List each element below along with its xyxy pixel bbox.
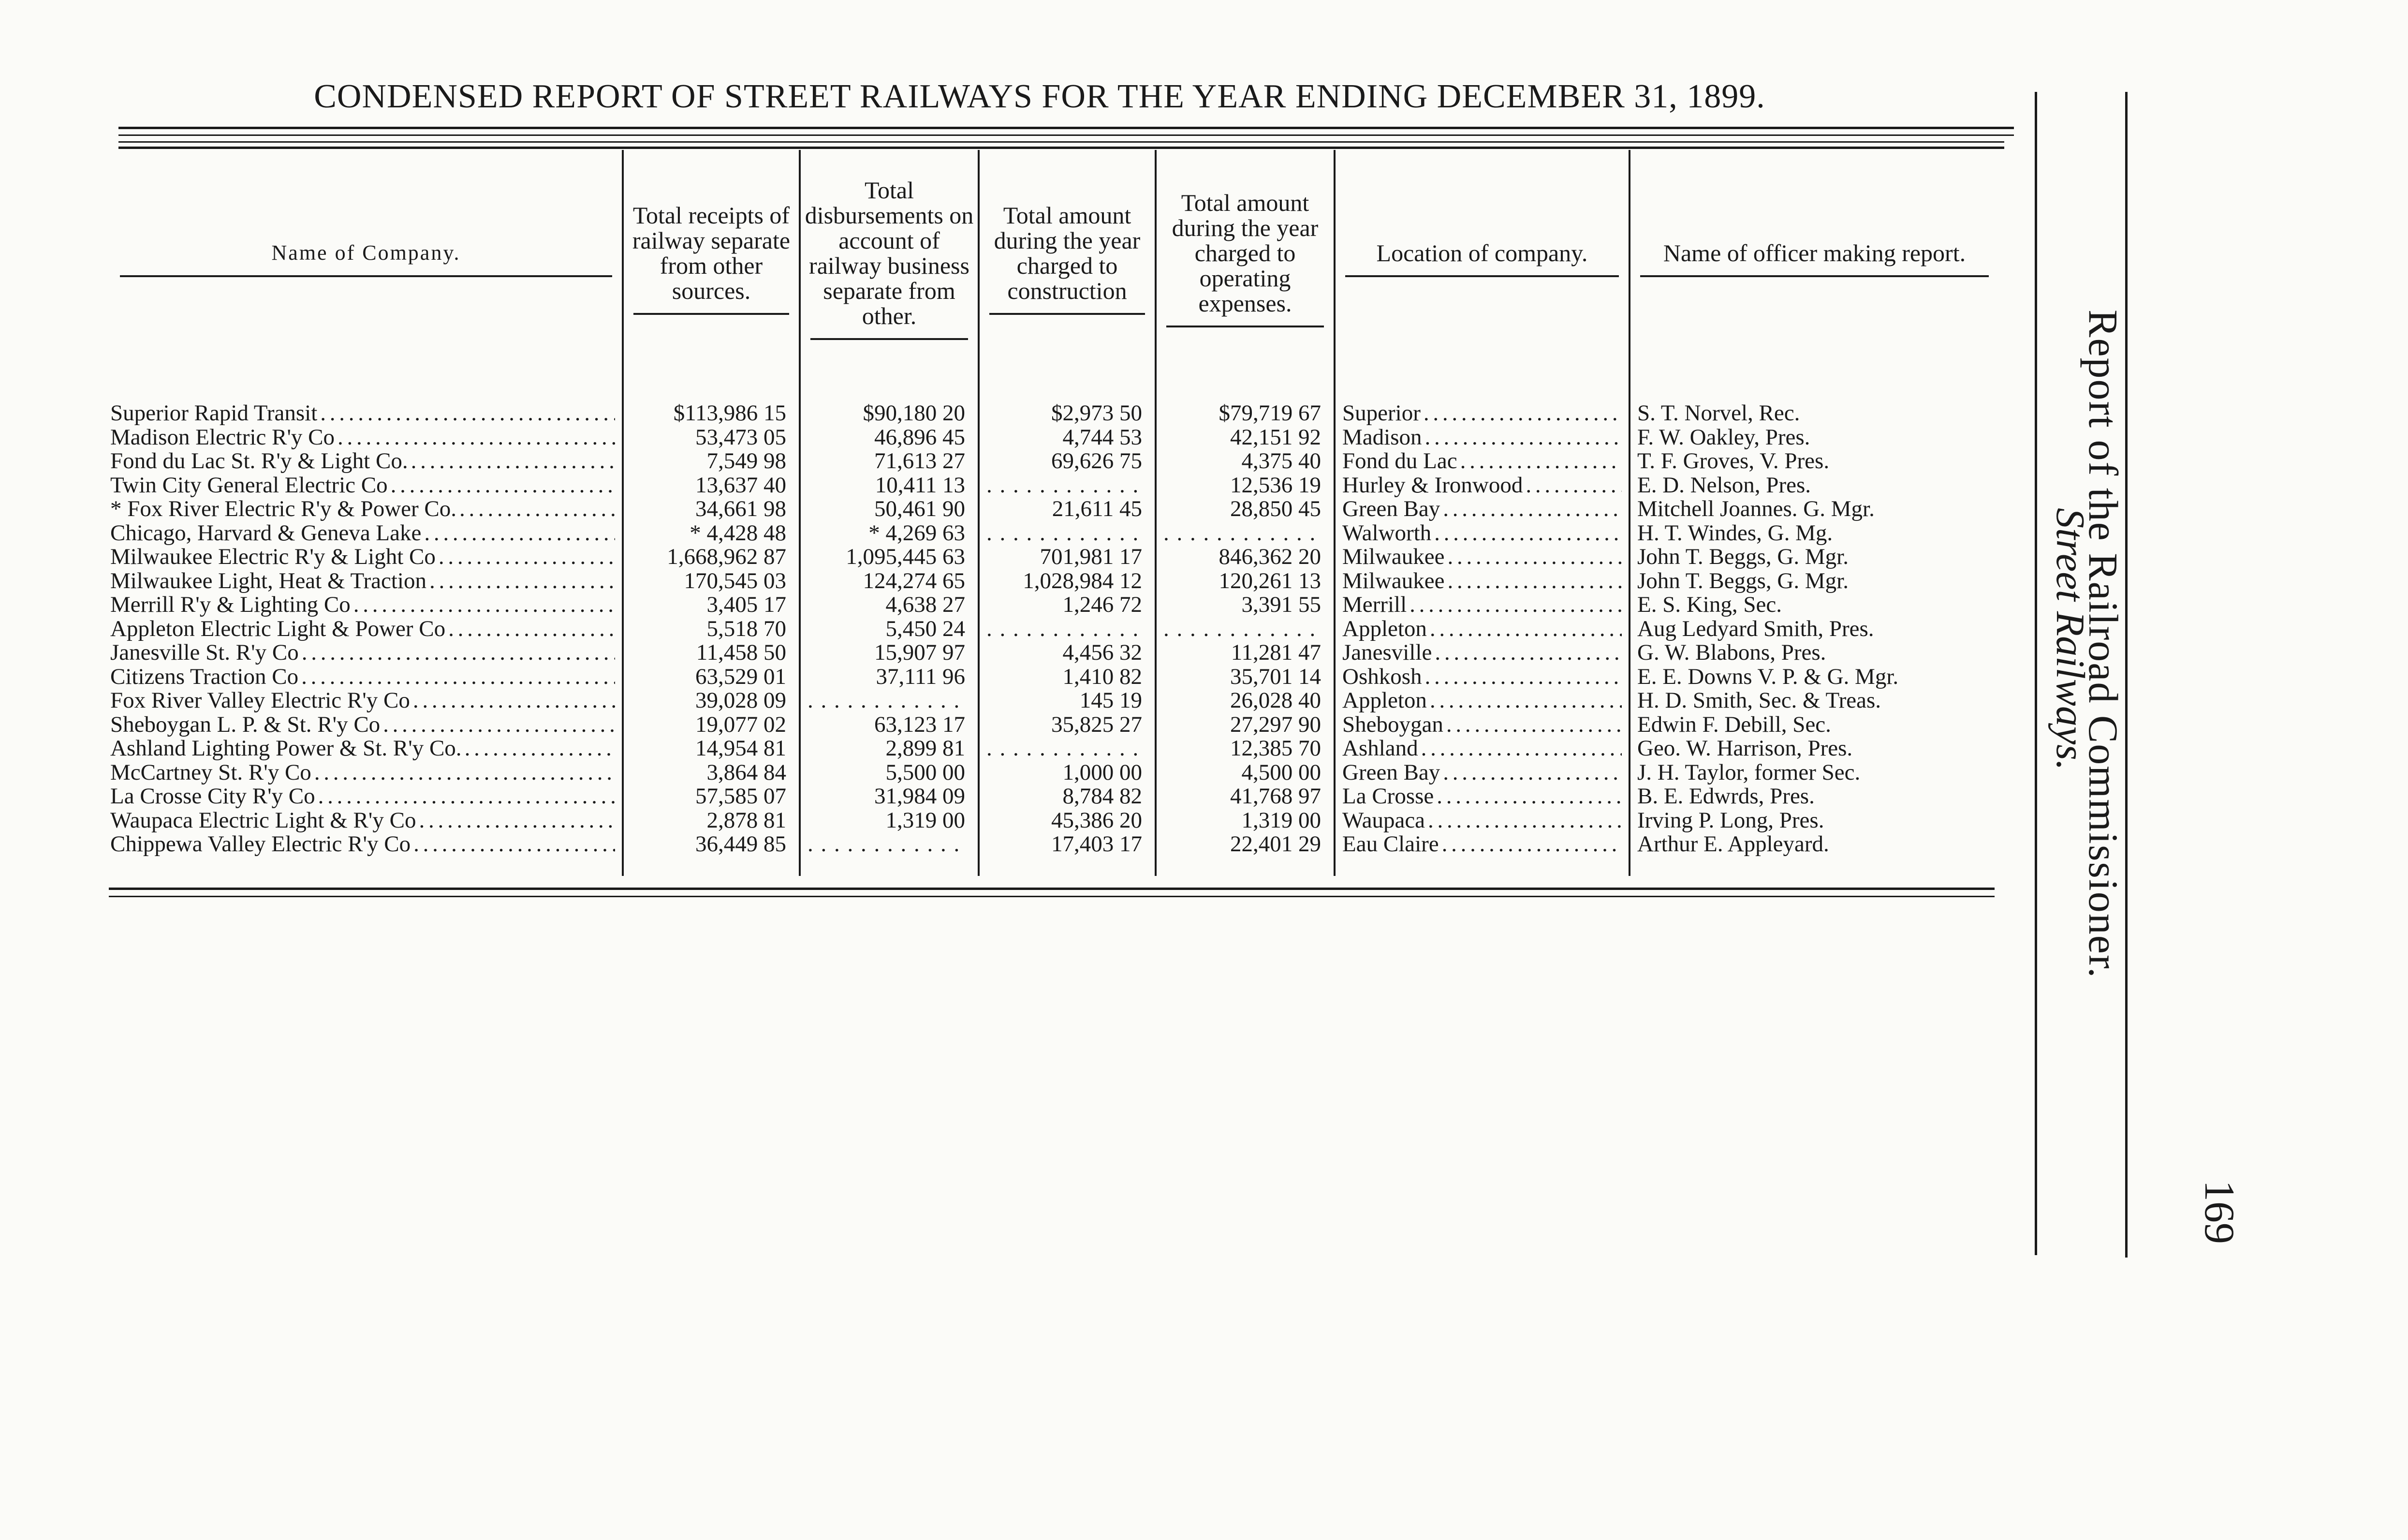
cell-receipts: 1,668,962 87: [623, 545, 800, 569]
cell-operating: 11,281 47: [1156, 641, 1335, 665]
cell-disbursements: 15,907 97: [800, 641, 979, 665]
table-row: [110, 832, 1998, 876]
footer-double-rule-top: [109, 888, 1995, 890]
cell-receipts: 63,529 01: [623, 665, 800, 689]
cell-construction: . . . . . . . . . . . .: [979, 617, 1156, 641]
cell-receipts: 3,864 84: [623, 761, 800, 785]
cell-construction: 17,403 17: [979, 832, 1156, 876]
cell-officer: Aug Ledyard Smith, Pres.: [1630, 617, 1998, 641]
table-row: [110, 689, 1998, 713]
cell-officer: F. W. Oakley, Pres.: [1630, 426, 1998, 450]
cell-disbursements: 50,461 90: [800, 497, 979, 521]
page-number: 169: [2196, 1180, 2243, 1244]
cell-operating: 120,261 13: [1156, 569, 1335, 593]
railway-report-table: [110, 150, 1998, 876]
cell-location: Madison . . .: [1335, 426, 1630, 450]
cell-receipts: 19,077 02: [623, 713, 800, 737]
cell-construction: 69,626 75: [979, 449, 1156, 474]
cell-company: Fond du Lac St. R'y & Light Co. . . .: [110, 449, 623, 474]
cell-company: Appleton Electric Light & Power Co . . .: [110, 617, 623, 641]
cell-officer: Edwin F. Debill, Sec.: [1630, 713, 1998, 737]
cell-company: Madison Electric R'y Co . . .: [110, 426, 623, 450]
cell-construction: 4,744 53: [979, 426, 1156, 450]
cell-location: Green Bay . . .: [1335, 761, 1630, 785]
table-row: [110, 593, 1998, 617]
cell-disbursements: 71,613 27: [800, 449, 979, 474]
cell-operating: 22,401 29: [1156, 832, 1335, 876]
cell-construction: . . . . . . . . . . . .: [979, 474, 1156, 498]
table-row: [110, 521, 1998, 546]
cell-receipts: 13,637 40: [623, 474, 800, 498]
header-row: [110, 150, 1998, 368]
cell-construction: 701,981 17: [979, 545, 1156, 569]
cell-operating: 12,536 19: [1156, 474, 1335, 498]
cell-company: Chippewa Valley Electric R'y Co . . .: [110, 832, 623, 876]
column-header-officer: Name of officer making report.: [1630, 150, 1998, 368]
cell-officer: B. E. Edwrds, Pres.: [1630, 785, 1998, 809]
table-row: [110, 785, 1998, 809]
cell-receipts: 39,028 09: [623, 689, 800, 713]
cell-receipts: 53,473 05: [623, 426, 800, 450]
cell-disbursements: . . . . . . . . . . . .: [800, 689, 979, 713]
table-row: [110, 368, 1998, 426]
header-double-rule-top: [118, 141, 2004, 143]
column-header-disbursements: Total disbursements on account of railway business separate from other.: [800, 150, 979, 368]
column-header-location: Location of company.: [1335, 150, 1630, 368]
cell-location: Hurley & Ironwood . . .: [1335, 474, 1630, 498]
cell-company: Citizens Traction Co . . .: [110, 665, 623, 689]
table-row: [110, 737, 1998, 761]
cell-officer: E. D. Nelson, Pres.: [1630, 474, 1998, 498]
cell-construction: 45,386 20: [979, 809, 1156, 833]
cell-location: Milwaukee . . .: [1335, 569, 1630, 593]
running-header: Report of the Railroad Commissioner.: [2080, 310, 2127, 979]
cell-company: Waupaca Electric Light & R'y Co . . .: [110, 809, 623, 833]
cell-operating: 26,028 40: [1156, 689, 1335, 713]
table-row: [110, 449, 1998, 474]
cell-disbursements: 37,111 96: [800, 665, 979, 689]
cell-operating: 1,319 00: [1156, 809, 1335, 833]
cell-officer: John T. Beggs, G. Mgr.: [1630, 569, 1998, 593]
cell-construction: . . . . . . . . . . . .: [979, 521, 1156, 546]
cell-operating: $79,719 67: [1156, 368, 1335, 426]
cell-construction: 35,825 27: [979, 713, 1156, 737]
cell-receipts: $113,986 15: [623, 368, 800, 426]
cell-construction: 1,410 82: [979, 665, 1156, 689]
cell-location: Waupaca . . .: [1335, 809, 1630, 833]
table-row: [110, 761, 1998, 785]
cell-disbursements: 63,123 17: [800, 713, 979, 737]
cell-construction: 1,028,984 12: [979, 569, 1156, 593]
cell-officer: Mitchell Joannes. G. Mgr.: [1630, 497, 1998, 521]
cell-disbursements: 4,638 27: [800, 593, 979, 617]
cell-receipts: 36,449 85: [623, 832, 800, 876]
cell-operating: 4,500 00: [1156, 761, 1335, 785]
cell-officer: J. H. Taylor, former Sec.: [1630, 761, 1998, 785]
table-row: [110, 617, 1998, 641]
cell-receipts: 34,661 98: [623, 497, 800, 521]
cell-location: Walworth . . .: [1335, 521, 1630, 546]
cell-disbursements: . . . . . . . . . . . .: [800, 832, 979, 876]
table-row: [110, 545, 1998, 569]
cell-location: Janesville . . .: [1335, 641, 1630, 665]
title-double-rule-top: [118, 127, 2014, 129]
header-double-rule-bottom: [118, 147, 2004, 149]
cell-disbursements: 5,500 00: [800, 761, 979, 785]
cell-company: McCartney St. R'y Co . . .: [110, 761, 623, 785]
margin-vertical-rule: [2035, 92, 2037, 1255]
cell-construction: 21,611 45: [979, 497, 1156, 521]
cell-disbursements: * 4,269 63: [800, 521, 979, 546]
cell-construction: 8,784 82: [979, 785, 1156, 809]
cell-receipts: * 4,428 48: [623, 521, 800, 546]
column-header-operating: Total amount during the year charged to operating expenses.: [1156, 150, 1335, 368]
table-row: [110, 809, 1998, 833]
cell-company: Twin City General Electric Co . . .: [110, 474, 623, 498]
cell-receipts: 170,545 03: [623, 569, 800, 593]
cell-construction: . . . . . . . . . . . .: [979, 737, 1156, 761]
cell-company: La Crosse City R'y Co . . .: [110, 785, 623, 809]
cell-officer: H. T. Windes, G. Mg.: [1630, 521, 1998, 546]
cell-disbursements: 1,319 00: [800, 809, 979, 833]
cell-construction: 145 19: [979, 689, 1156, 713]
cell-receipts: 14,954 81: [623, 737, 800, 761]
cell-location: Oshkosh . . .: [1335, 665, 1630, 689]
table-row: [110, 641, 1998, 665]
cell-location: Appleton . . .: [1335, 689, 1630, 713]
cell-company: Ashland Lighting Power & St. R'y Co. . . .: [110, 737, 623, 761]
cell-location: Fond du Lac . . .: [1335, 449, 1630, 474]
table-row: [110, 426, 1998, 450]
table-row: [110, 665, 1998, 689]
cell-company: Chicago, Harvard & Geneva Lake . . .: [110, 521, 623, 546]
cell-disbursements: $90,180 20: [800, 368, 979, 426]
cell-operating: 3,391 55: [1156, 593, 1335, 617]
cell-location: Appleton . . .: [1335, 617, 1630, 641]
cell-company: Superior Rapid Transit . . .: [110, 368, 623, 426]
cell-operating: 35,701 14: [1156, 665, 1335, 689]
cell-operating: 27,297 90: [1156, 713, 1335, 737]
section-title: Street Railways.: [2048, 508, 2093, 770]
cell-operating: . . . . . . . . . . . .: [1156, 521, 1335, 546]
cell-operating: 846,362 20: [1156, 545, 1335, 569]
cell-disbursements: 31,984 09: [800, 785, 979, 809]
cell-receipts: 2,878 81: [623, 809, 800, 833]
cell-officer: Arthur E. Appleyard.: [1630, 832, 1998, 876]
cell-officer: G. W. Blabons, Pres.: [1630, 641, 1998, 665]
cell-officer: Geo. W. Harrison, Pres.: [1630, 737, 1998, 761]
cell-officer: E. S. King, Sec.: [1630, 593, 1998, 617]
cell-disbursements: 1,095,445 63: [800, 545, 979, 569]
report-body: [110, 368, 1998, 876]
cell-disbursements: 5,450 24: [800, 617, 979, 641]
cell-construction: 1,000 00: [979, 761, 1156, 785]
cell-operating: . . . . . . . . . . . .: [1156, 617, 1335, 641]
cell-location: Ashland . . .: [1335, 737, 1630, 761]
cell-location: Green Bay . . .: [1335, 497, 1630, 521]
cell-construction: 1,246 72: [979, 593, 1156, 617]
cell-company: Milwaukee Light, Heat & Traction . . .: [110, 569, 623, 593]
cell-officer: S. T. Norvel, Rec.: [1630, 368, 1998, 426]
cell-officer: E. E. Downs V. P. & G. Mgr.: [1630, 665, 1998, 689]
cell-receipts: 7,549 98: [623, 449, 800, 474]
cell-receipts: 11,458 50: [623, 641, 800, 665]
cell-officer: T. F. Groves, V. Pres.: [1630, 449, 1998, 474]
cell-officer: John T. Beggs, G. Mgr.: [1630, 545, 1998, 569]
table-row: [110, 713, 1998, 737]
column-header-construction: Total amount during the year charged to construction: [979, 150, 1156, 368]
table-row: [110, 497, 1998, 521]
cell-location: Merrill . . .: [1335, 593, 1630, 617]
cell-company: * Fox River Electric R'y & Power Co. . . .: [110, 497, 623, 521]
page-title: CONDENSED REPORT OF STREET RAILWAYS FOR THE YEAR ENDING DECEMBER 31, 1899.: [314, 78, 1765, 115]
cell-company: Milwaukee Electric R'y & Light Co . . .: [110, 545, 623, 569]
cell-location: Eau Claire . . .: [1335, 832, 1630, 876]
cell-operating: 12,385 70: [1156, 737, 1335, 761]
cell-receipts: 57,585 07: [623, 785, 800, 809]
cell-disbursements: 46,896 45: [800, 426, 979, 450]
cell-disbursements: 10,411 13: [800, 474, 979, 498]
column-header-company: Name of Company.: [110, 150, 623, 368]
cell-company: Janesville St. R'y Co . . .: [110, 641, 623, 665]
cell-officer: H. D. Smith, Sec. & Treas.: [1630, 689, 1998, 713]
title-double-rule-bottom: [118, 134, 2014, 136]
cell-operating: 4,375 40: [1156, 449, 1335, 474]
cell-company: Sheboygan L. P. & St. R'y Co . . .: [110, 713, 623, 737]
cell-operating: 42,151 92: [1156, 426, 1335, 450]
cell-receipts: 3,405 17: [623, 593, 800, 617]
footer-double-rule-bottom: [109, 896, 1995, 897]
cell-location: Sheboygan . . .: [1335, 713, 1630, 737]
cell-disbursements: 2,899 81: [800, 737, 979, 761]
cell-location: La Crosse . . .: [1335, 785, 1630, 809]
cell-operating: 41,768 97: [1156, 785, 1335, 809]
table-row: [110, 569, 1998, 593]
cell-construction: 4,456 32: [979, 641, 1156, 665]
cell-officer: Irving P. Long, Pres.: [1630, 809, 1998, 833]
cell-location: Milwaukee . . .: [1335, 545, 1630, 569]
cell-operating: 28,850 45: [1156, 497, 1335, 521]
cell-receipts: 5,518 70: [623, 617, 800, 641]
cell-construction: $2,973 50: [979, 368, 1156, 426]
table-row: [110, 474, 1998, 498]
cell-company: Fox River Valley Electric R'y Co . . .: [110, 689, 623, 713]
column-header-receipts: Total receipts of railway separate from other sources.: [623, 150, 800, 368]
cell-company: Merrill R'y & Lighting Co . . .: [110, 593, 623, 617]
cell-location: Superior . . .: [1335, 368, 1630, 426]
cell-disbursements: 124,274 65: [800, 569, 979, 593]
